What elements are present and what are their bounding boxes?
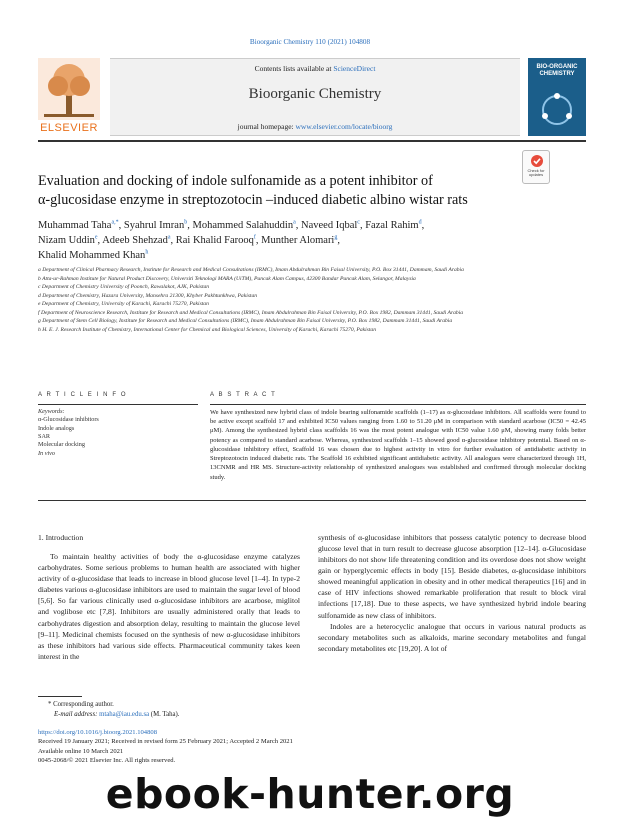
affiliation: h H. E. J. Research Institute of Chemistry, International Center for Chemical and Biological Sciences, University of Karachi, Karachi 75270, Pakistan xyxy=(38,326,377,333)
author[interactable]: Syahrul Imran$^b$ xyxy=(123,219,188,231)
affiliation: c Department of Chemistry University of Poonch, Rawalakot, AJK, Pakistan xyxy=(38,284,210,290)
author[interactable]: Fazal Rahim$^d$ xyxy=(365,219,422,231)
abstract-bottom-rule xyxy=(38,500,586,501)
header-rule xyxy=(38,140,586,142)
journal-cover-thumbnail[interactable] xyxy=(528,58,586,136)
intro-paragraph: Indoles are a heterocyclic analogue that occurs in various natural products as secondary metabolites such as alkaloids, marine secondary metabolites and fungal secondary metabolites etc [19,20]. A lot of xyxy=(318,621,586,653)
body-column-left xyxy=(38,532,300,662)
affiliation-list xyxy=(38,266,586,334)
sciencedirect-link[interactable]: ScienceDirect xyxy=(333,64,376,73)
contents-prefix: Contents lists available at xyxy=(254,64,334,73)
abstract-heading: A B S T R A C T xyxy=(210,392,277,398)
footnote xyxy=(48,700,308,719)
article-info-rule xyxy=(38,404,198,405)
author[interactable]: Muhammad Taha$^{a,*}$ xyxy=(38,219,119,231)
author[interactable]: Naveed Iqbal$^c$ xyxy=(301,219,360,231)
author[interactable]: Mohammed Salahuddin$^a$ xyxy=(192,219,296,231)
homepage-link[interactable]: www.elsevier.com/locate/bioorg xyxy=(295,122,393,131)
journal-reference[interactable]: Bioorganic Chemistry 110 (2021) 104808 xyxy=(249,38,371,46)
email-link[interactable]: mtaha@iau.edu.sa xyxy=(99,710,150,718)
affiliation: e Department of Chemistry, University of Karachi, Karachi 75270, Pakistan xyxy=(38,301,209,307)
paper-title xyxy=(38,172,518,209)
footnote-rule xyxy=(38,696,82,697)
copyright: 0045-2068/© 2021 Elsevier Inc. All rights reserved. xyxy=(38,757,176,765)
affiliation: a Department of Clinical Pharmacy Research, Institute for Research and Medical Consultations (IRMC), Imam Abdulrahman Bin Faisal University, P.O. Box 31441, Dammam, Saudi Arabia xyxy=(38,267,464,273)
keywords-label: Keywords: xyxy=(38,408,65,415)
author[interactable]: Adeeb Shehzad$^a$ xyxy=(102,234,171,247)
author[interactable]: Rai Khalid Farooq$^f$ xyxy=(175,234,256,247)
elsevier-wordmark: ELSEVIER xyxy=(40,122,98,134)
keyword: Indole analogs xyxy=(38,424,75,432)
author[interactable]: Khalid Mohammed Khan$^h$ xyxy=(38,249,149,262)
email-line xyxy=(48,710,308,720)
keyword: In vivo xyxy=(38,449,56,457)
check-for-updates-badge[interactable] xyxy=(522,150,550,184)
introduction-heading: 1. Introduction xyxy=(38,533,84,542)
doi-link[interactable]: https://doi.org/10.1016/j.bioorg.2021.104808 xyxy=(38,729,157,736)
watermark-text: ebook-hunter.org xyxy=(105,770,515,818)
contents-available xyxy=(110,64,520,73)
author[interactable]: Nizam Uddin$^e$ xyxy=(38,234,98,247)
homepage-prefix: journal homepage: xyxy=(237,122,296,131)
affiliation: d Department of Chemistry, Hazara University, Mansehra 21300, Khyber Pakhtunkhwa, Pakistan xyxy=(38,292,258,299)
intro-paragraph: To maintain healthy activities of body the α-glucosidase enzyme catalyzes carbohydrates. Some serious problems to human health are associated with higher activity of α-glucosidase that leads to increase in blood glucose level [1–4]. In type-2 diabetes various α-glucosidase inhibitors are used to maintain the sugar level of blood [5,6]. So far various clinically used α-glucosidase inhibitors are acarbose, miglitol and voglibose etc [7,8]. Inhibitors are usually administered orally that leads to carbohydrates digestion and absorption delay, resulting to maintain the glucose level [9–11]. Medicinal chemists focused on the synthesis of new α-glucosidase inhibitors as these inhibitors had various side effects. Pharmaceutical community takes keen interest in the xyxy=(38,552,300,661)
email-label: E-mail address: xyxy=(54,710,100,718)
cover-molecule-icon xyxy=(537,90,577,130)
email-suffix: (M. Taha). xyxy=(149,710,180,718)
cover-title: BIO-ORGANIC CHEMISTRY xyxy=(536,64,578,77)
journal-title: Bioorganic Chemistry xyxy=(248,86,382,102)
abstract-rule xyxy=(210,404,586,405)
affiliation: g Department of Stem Cell Biology, Institute for Research and Medical Consultations (IRMC), Imam Abdulrahman Bin Faisal University, P.O. Box 1982, Dammam 31441, Saudi Arabia xyxy=(38,318,453,324)
title-line-2: α-glucosidase enzyme in streptozotocin –induced diabetic albino wistar rats xyxy=(38,191,468,208)
title-line-1: Evaluation and docking of indole sulfonamide as a potent inhibitor of xyxy=(38,173,433,189)
available-online: Available online 10 March 2021 xyxy=(38,747,124,755)
keyword: Molecular docking xyxy=(38,441,85,449)
affiliation: b Atta-ur-Rahman Institute for Natural Product Discovery, Universiti Teknologi MARA (UiTM), Puncak Alam Campus, 42300 Bandar Puncak Alam, Selangor, Malaysia xyxy=(38,275,416,282)
publication-info xyxy=(38,728,358,766)
journal-homepage xyxy=(110,122,520,131)
article-info-heading: A R T I C L E I N F O xyxy=(38,392,128,398)
corresponding-author-note: * Corresponding author. xyxy=(48,701,114,708)
keyword: α-Glucosidase inhibitors xyxy=(38,416,99,424)
check-updates-icon xyxy=(530,154,544,168)
keyword: SAR xyxy=(38,433,51,441)
intro-paragraph: synthesis of α-glucosidase inhibitors that possess catalytic potency to decrease blood glucose level that in turn result to decrease glucose absorption [12–14]. α-Glucosidase inhibitors do not show life threatening condition and its overdose does not show weight gain or hyperglycemic effects in body [15]. Beside diabetes, α-glucosidase inhibitors showed meaningful application in obesity and in other medical therapeutics [16] and in case of HIV infections showed remarkable proliferation that result to block viral infections [17,18]. Due to these aspects, we have synthesized hybrid indole bearing sulfonamide as new class of inhibitors. xyxy=(318,533,586,620)
affiliation: f Department of Neuroscience Research, Institute for Research and Medical Consultations (IRMC), Imam Abdulrahman Bin Faisal University, P.O. Box 1982, Dammam 31441, Saudi Arabia xyxy=(38,309,464,316)
received-dates: Received 19 January 2021; Received in revised form 25 February 2021; Accepted 2 March 2021 xyxy=(38,738,293,746)
body-column-right xyxy=(318,532,586,654)
check-updates-label: Check for updates xyxy=(527,168,545,178)
abstract-text: We have synthesized new hybrid class of indole bearing sulfonamide scaffolds (1–17) as α-glucosidase inhibitors. All scaffolds were found to be active except scaffold 17 and exhibited IC50 values ranging from 1.60 to 51.20 μM in comparison with standard acarbose (IC50 = 42.45 μM). Among the synthesized hybrid class scaffolds 16 was the most potent analogue with IC50 value 1.60 μM, showing many folds better potency as compared to standard acarbose. Whereas, synthesized scaffolds 1–15 showed good α-glucosidase inhibitory potential. Based on α-glucosidase inhibitory effect, Scaffold 16 was chosen due to highest activity in vitro for further evaluation of antidiabetic activity in Streptozotocin induced diabetic rats. The Scaffold 16 exhibited significant antidiabetic activity. All analogues were characterized through 1H, 13CNMR and HR MS. Structure-activity relationship of synthesized analogues was established and confirmed through molecular docking study. xyxy=(210,409,586,481)
keywords-block xyxy=(38,408,198,458)
author[interactable]: Munther Alomari$^g$ xyxy=(261,234,338,247)
author-list: Muhammad Taha$^{a,*}$, Syahrul Imran$^b$, Mohammed Salahuddin$^a$, Naveed Iqbal$^c$, Fazal Rahim$^d$, Nizam Uddin$^e$, Adeeb Shehzad$^a$, Rai Khalid Farooq$^f$, Munther Alomari$^g$, Khalid Mohammed Khan$^h$ xyxy=(38,219,425,262)
